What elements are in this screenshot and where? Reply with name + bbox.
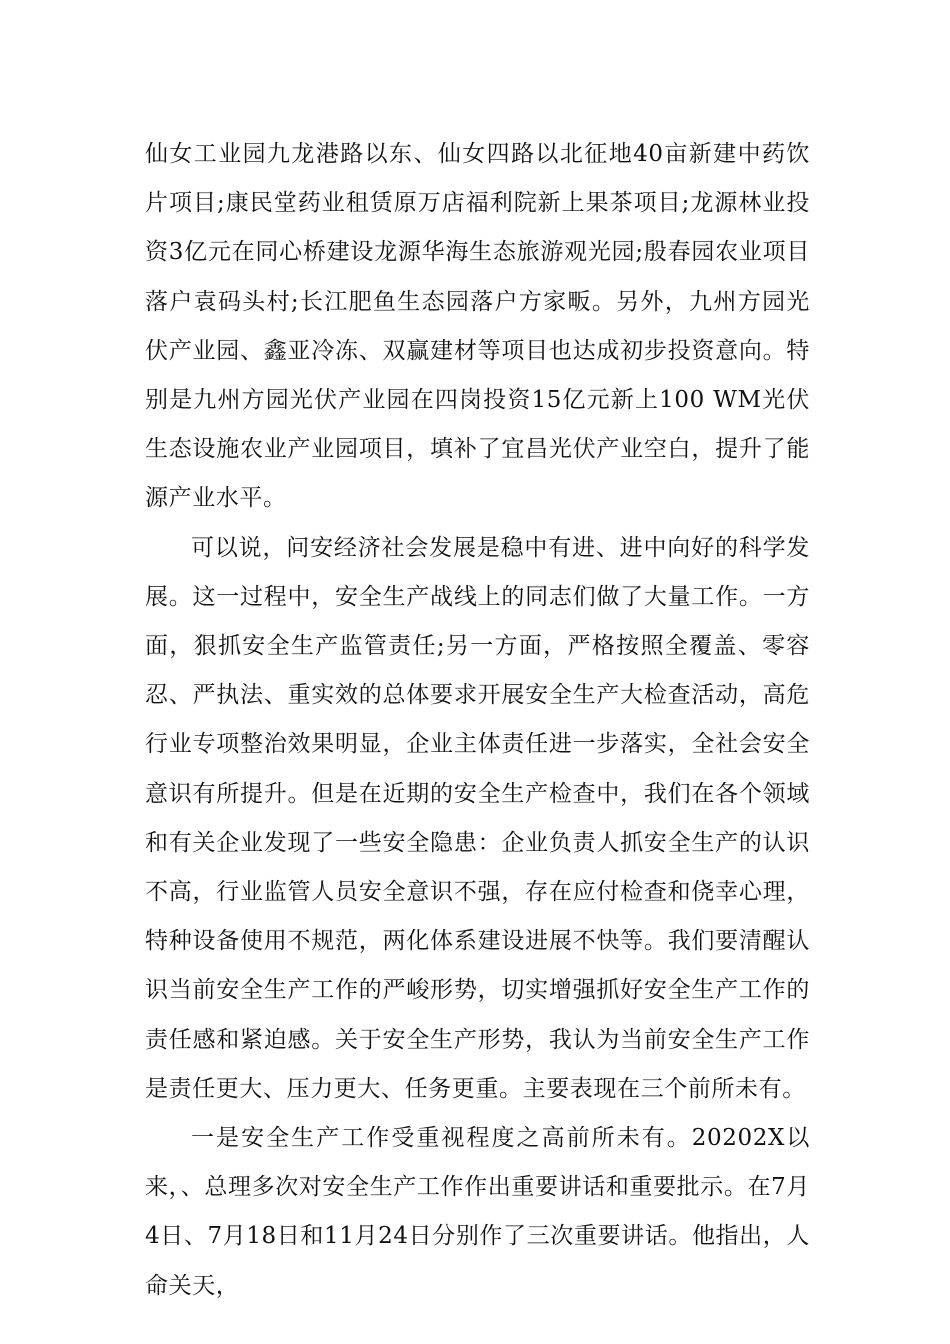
paragraph-safety-situation: 可以说，问安经济社会发展是稳中有进、进中向好的科学发展。这一过程中，安全生产战线上的同志们做了大量工作。一方面，狠抓安全生产监管责任;另一方面，严格按照全覆盖、零容忍、严执法、重实效的总体要求开展安全生产大检查活动，高危行业专项整治效果明显，企业主体责任进一步落实，全社会安全意识有所提升。但是在近期的安全生产检查中，我们在各个领域和有关企业发现了一些安全隐患：企业负责人抓安全生产的认识不高，行业监管人员安全意识不强，存在应付检查和侥幸心理，特种设备使用不规范，两化体系建设进展不快等。我们要清醒认识当前安全生产工作的严峻形势，切实增强抓好安全生产工作的责任感和紧迫感。关于安全生产形势，我认为当前安全生产工作是责任更大、压力更大、任务更重。主要表现在三个前所未有。 bbox=[145, 534, 810, 1102]
paragraph-projects: 仙女工业园九龙港路以东、仙女四路以北征地40亩新建中药饮片项目;康民堂药业租赁原万店福利院新上果茶项目;龙源林业投资3亿元在同心桥建设龙源华海生态旅游观光园;殷春园农业项目落户袁码头村;长江肥鱼生态园落户方家畈。另外，九州方园光伏产业园、鑫亚冷冻、双赢建材等项目也达成初步投资意向。特别是九州方园光伏产业园在四岗投资15亿元新上100 WM光伏生态设施农业产业园项目，填补了宜昌光伏产业空白，提升了能源产业水平。 bbox=[145, 141, 810, 512]
document-body bbox=[145, 130, 810, 1311]
paragraph-first-point: 一是安全生产工作受重视程度之高前所未有。20202X以来，、总理多次对安全生产工作作出重要讲话和重要批示。在7月4日、7月18日和11月24日分别作了三次重要讲话。他指出，人命关天， bbox=[145, 1125, 810, 1299]
